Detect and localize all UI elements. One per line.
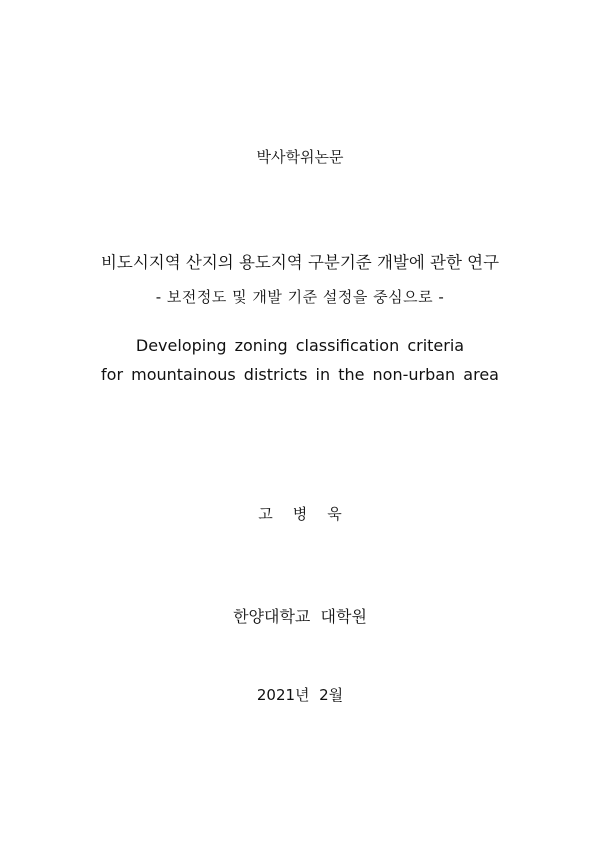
- author-char-2: 병: [292, 505, 308, 523]
- korean-subtitle: - 보전정도 및 개발 기준 설정을 중심으로 -: [155, 288, 445, 306]
- english-title-line-2: for mountainous districts in the non-urban area: [101, 365, 499, 384]
- english-title-line-1: Developing zoning classification criteria: [135, 336, 465, 355]
- submission-date: 2021년 2월: [256, 686, 344, 704]
- author-name: [0, 503, 600, 524]
- degree-type: 박사학위논문: [256, 148, 344, 166]
- author-char-3: 욱: [327, 505, 342, 523]
- author-char-1: 고: [258, 505, 273, 523]
- korean-title: 비도시지역 산지의 용도지역 구분기준 개발에 관한 연구: [100, 253, 500, 272]
- institution-name: 한양대학교 대학원: [233, 607, 367, 626]
